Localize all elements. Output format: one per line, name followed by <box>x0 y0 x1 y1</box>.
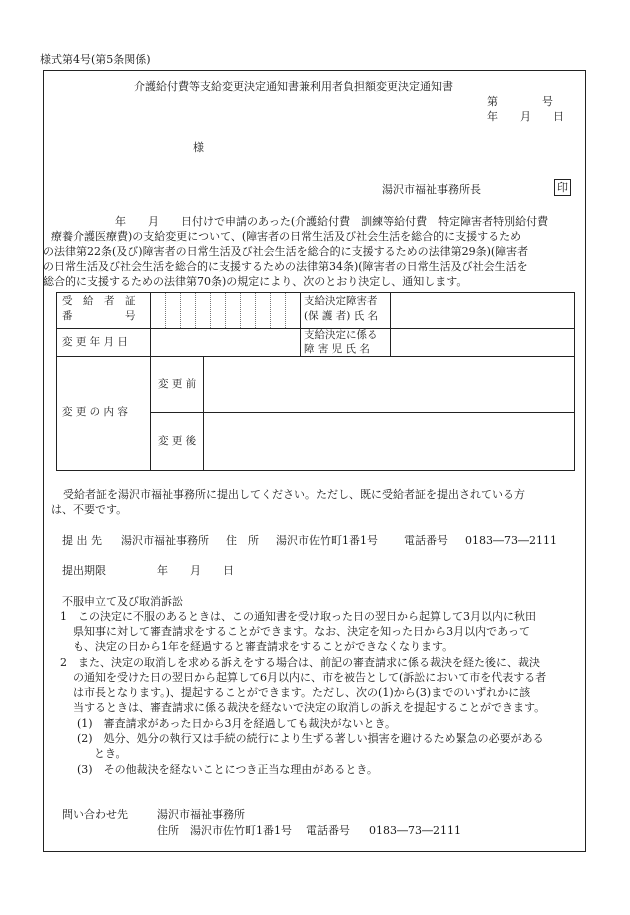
appeal-item-3: (3) その他裁決を経ないことにつき正当な理由があるとき。 <box>77 763 378 776</box>
cert-number-label-1: 受 給 者 証 <box>62 295 136 307</box>
submit-phone: 0183―73―2111 <box>465 534 557 547</box>
body-line-2: 療養介護医療費)の支給変更について、(障害者の日常生活及び社会生活を総合的に支援するため <box>51 230 522 243</box>
document-title: 介護給付費等支給変更決定通知書兼利用者負担額変更決定通知書 <box>134 80 453 93</box>
body-line-4: の日常生活及び社会生活を総合的に支援するための法律第34条)(障害者の日常生活及び社会生活を <box>43 260 528 273</box>
contact-phone: 0183―73―2111 <box>369 824 461 837</box>
notice-line-1: 受給者証を湯沢市福祉事務所に提出してください。ただし、既に受給者証を提出されている方 <box>63 488 525 501</box>
appeal-item-2-line-2: とき。 <box>94 747 127 760</box>
appeal-item-2-line-1: (2) 処分、処分の執行又は手続の続行により生ずる著しい損害を避けるため緊急の必要がある <box>77 732 544 745</box>
contact-address-label: 住所 <box>157 824 179 837</box>
submit-label: 提 出 先 <box>62 534 102 547</box>
appeal-p1-line-2: 県知事に対して審査請求をすることができます。なお、決定を知った日から3月以内であって <box>73 625 531 638</box>
appeal-p2-line-1: 2 また、決定の取消しを求める訴えをする場合は、前記の審査請求に係る裁決を経た後に、裁決 <box>60 656 540 669</box>
submit-office: 湯沢市福祉事務所 <box>121 534 209 547</box>
cert-number-label-2: 番 号 <box>62 310 136 322</box>
appeal-p2-line-4: 当するときは、審査請求に係る裁決を経ないで決定の取消しの訴えを提起することができます。 <box>73 701 546 714</box>
appeal-p1-line-3: も、決定の日から1年を経過すると審査請求をすることができなくなります。 <box>73 640 454 653</box>
date-line: 年 月 日 <box>487 110 564 123</box>
submit-phone-label: 電話番号 <box>404 534 448 547</box>
submit-address-label: 住 所 <box>226 534 259 547</box>
child-label-2: 障 害 児 氏 名 <box>304 343 370 355</box>
appeal-item-1: (1) 審査請求があった日から3月を経過しても裁決がないとき。 <box>77 717 397 730</box>
contact-phone-label: 電話番号 <box>306 824 350 837</box>
issuer-name: 湯沢市福祉事務所長 <box>382 183 481 196</box>
body-line-1: 年 月 日付けで申請のあった(介護給付費 訓練等給付費 特定障害者特別給付費 <box>115 215 549 228</box>
contact-label: 問い合わせ先 <box>62 808 128 821</box>
deadline-label: 提出期限 <box>62 564 106 577</box>
contact-office: 湯沢市福祉事務所 <box>157 808 245 821</box>
child-label-1: 支給決定に係る <box>304 329 378 341</box>
after-label: 変 更 後 <box>158 435 197 447</box>
form-number: 様式第4号(第5条関係) <box>40 53 151 66</box>
number-line: 第 号 <box>487 95 553 108</box>
content-label: 変 更 の 内 容 <box>62 406 128 418</box>
notice-line-2: は、不要です。 <box>51 503 128 516</box>
deadline-value: 年 月 日 <box>157 564 234 577</box>
change-date-label: 変 更 年 月 日 <box>62 336 128 348</box>
appeal-p2-line-3: は市長となります。)、提起することができます。ただし、次の(1)から(3)までのいずれかに該 <box>73 686 531 699</box>
contact-address: 湯沢市佐竹町1番1号 <box>190 824 292 837</box>
guardian-label-1: 支給決定障害者 <box>304 295 378 307</box>
appeal-p2-line-2: の通知を受けた日の翌日から起算して6月以内に、市を被告として(訴訟において市を代表する者 <box>73 671 547 684</box>
recipient-honorific: 様 <box>193 141 204 154</box>
seal-stamp: 印 <box>554 179 571 196</box>
guardian-label-2: (保 護 者) 氏 名 <box>304 310 379 322</box>
submit-address: 湯沢市佐竹町1番1号 <box>276 534 378 547</box>
before-label: 変 更 前 <box>158 378 197 390</box>
appeal-p1-line-1: 1 この決定に不服のあるときは、この通知書を受け取った日の翌日から起算して3月以内に秋田 <box>60 610 536 623</box>
body-line-5: 総合的に支援するための法律第70条)の規定により、次のとおり決定し、通知します。 <box>43 275 468 288</box>
appeal-heading: 不服申立て及び取消訴訟 <box>62 595 183 608</box>
body-line-3: の法律第22条(及び)障害者の日常生活及び社会生活を総合的に支援するための法律第29条)(障害者 <box>43 245 529 258</box>
